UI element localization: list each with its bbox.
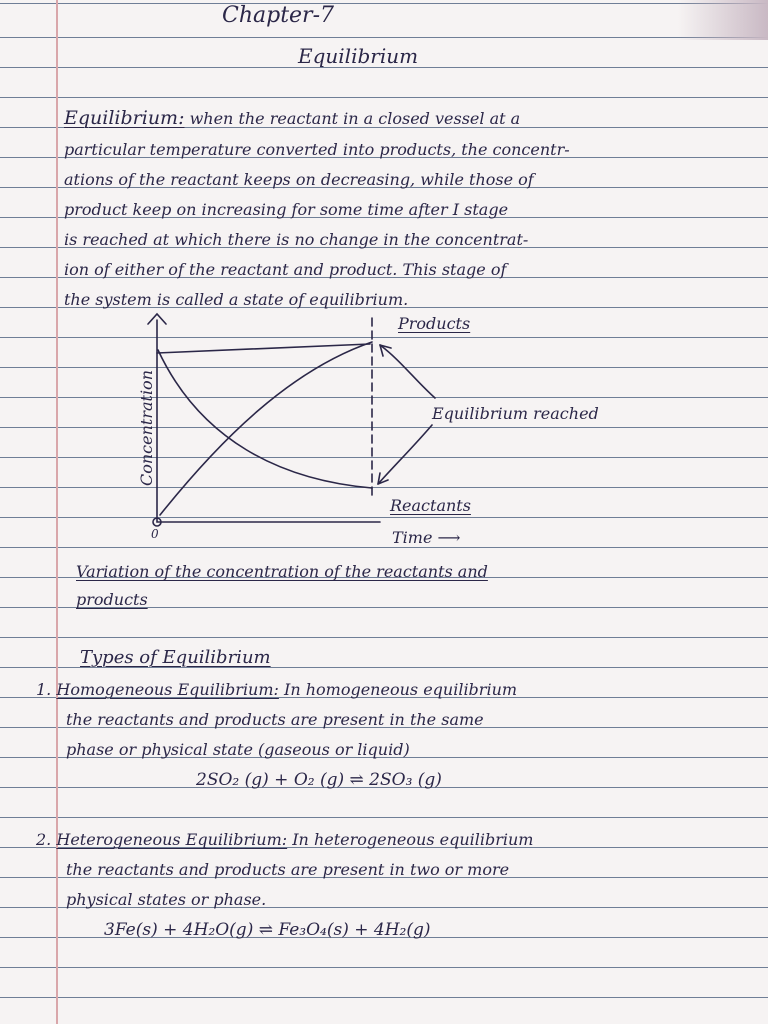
type-2-equation: 3Fe(s) + 4H₂O(g) ⇌ Fe₃O₄(s) + 4H₂(g) <box>104 920 431 940</box>
origin-label: 0 <box>151 527 159 541</box>
type-1-line-3: phase or physical state (gaseous or liquid) <box>66 740 410 759</box>
definition-line-1: Equilibrium: when the reactant in a closed vessel at a <box>64 107 521 129</box>
products-label: Products <box>398 314 471 333</box>
type-1-name: Homogeneous Equilibrium: <box>56 680 279 699</box>
types-heading: Types of Equilibrium <box>80 647 271 668</box>
arrow-to-products <box>380 345 435 398</box>
arrow-to-reactants <box>378 425 432 484</box>
definition-line-3: ations of the reactant keeps on decreasing, while those of <box>64 170 534 189</box>
type-2-line-2: the reactants and products are present in two or more <box>66 860 510 879</box>
chapter-heading: Chapter-7 <box>222 3 335 28</box>
type-1-line-1: 1. Homogeneous Equilibrium: In homogeneous equilibrium <box>36 680 518 699</box>
graph-axes <box>157 320 380 522</box>
graph-caption-line-2: products <box>76 590 148 609</box>
type-2-name: Heterogeneous Equilibrium: <box>56 830 288 849</box>
definition-line-2: particular temperature converted into products, the concentr- <box>64 140 570 159</box>
definition-line-4: product keep on increasing for some time after I stage <box>64 200 509 219</box>
type-1-line-2: the reactants and products are present in the same <box>66 710 484 729</box>
y-axis-label: Concentration <box>137 370 156 487</box>
x-axis-label: Time ⟶ <box>392 528 461 547</box>
type-1-equation: 2SO₂ (g) + O₂ (g) ⇌ 2SO₃ (g) <box>196 770 442 790</box>
equilibrium-reached-label: Equilibrium reached <box>432 404 599 423</box>
definition-line-6: ion of either of the reactant and product. This stage of <box>64 260 507 279</box>
type-2-line-3: physical states or phase. <box>66 890 267 909</box>
products-curve <box>160 342 372 515</box>
definition-line-5: is reached at which there is no change in the concentrat- <box>64 230 529 249</box>
reactants-label: Reactants <box>390 496 471 515</box>
graph-top-edge <box>157 344 370 353</box>
chapter-title: Equilibrium <box>298 44 419 68</box>
reactants-curve <box>158 350 372 488</box>
definition-term: Equilibrium: <box>64 107 185 129</box>
graph-caption-line-1: Variation of the concentration of the reactants and <box>76 562 488 581</box>
type-2-line-1: 2. Heterogeneous Equilibrium: In heterogeneous equilibrium <box>36 830 534 849</box>
definition-line-7: the system is called a state of equilibrium. <box>64 290 409 309</box>
